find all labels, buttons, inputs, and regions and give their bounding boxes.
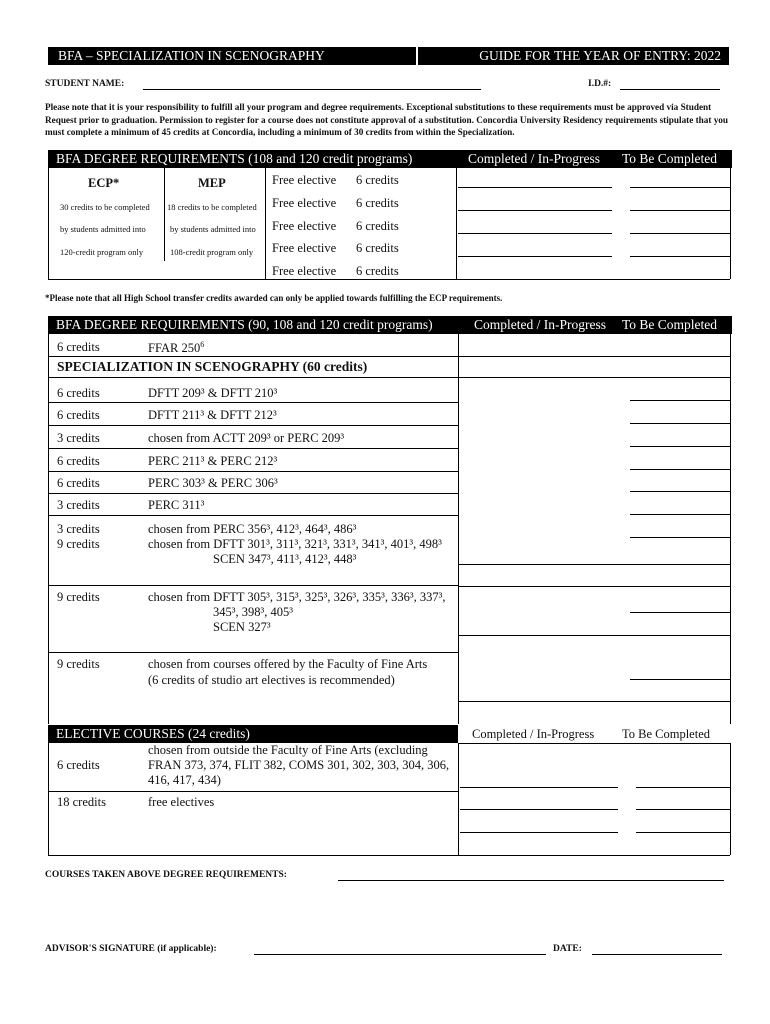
date-label: DATE: [553,944,582,954]
elective-credits: 18 credits [57,795,106,809]
completed-field[interactable] [458,586,730,587]
section1-col-completed: Completed / In-Progress [468,151,600,166]
section1-title: BFA DEGREE REQUIREMENTS (108 and 120 credit programs) [56,151,413,166]
elective-credits: 6 credits [356,196,399,210]
completed-field[interactable] [458,187,612,188]
course-credits: 9 credits [57,657,100,671]
date-field[interactable] [592,954,722,955]
tobe-field[interactable] [630,514,730,515]
elective-label: Free elective [272,241,337,255]
mep-line-3: 108-credit program only [170,247,254,257]
elective-course: chosen from outside the Faculty of Fine Arts (excluding [148,743,428,757]
completed-field[interactable] [458,233,612,234]
student-name-label: STUDENT NAME: [45,79,125,89]
course-name: chosen from ACTT 209³ or PERC 209³ [148,431,345,445]
elective-credits: 6 credits [356,241,399,255]
completed-field[interactable] [458,564,730,565]
header-divider [416,47,418,65]
completed-field[interactable] [458,635,730,636]
elective-course-cont: FRAN 373, 374, FLIT 382, COMS 301, 302, 303, 304, 306, [148,758,450,772]
course-credits: 6 credits [57,476,100,490]
tobe-field[interactable] [636,809,730,810]
tobe-field[interactable] [630,400,730,401]
tobe-field[interactable] [630,256,730,257]
course-name: chosen from DFTT 305³, 315³, 325³, 326³, 335³, 336³, 337³, [148,590,446,604]
elective-credits: 6 credits [356,264,399,278]
completed-field[interactable] [460,832,618,833]
tobe-field[interactable] [630,187,730,188]
course-name-cont: SCEN 327³ [213,620,271,634]
course-credits: 3 credits [57,522,100,536]
tobe-field[interactable] [630,356,730,357]
elective-label: Free elective [272,196,337,210]
course-name: chosen from DFTT 301³, 311³, 321³, 331³, 341³, 401³, 498³ [148,537,442,551]
tobe-field[interactable] [636,832,730,833]
elective-credits: 6 credits [356,173,399,187]
section1-header [48,150,732,168]
specialization-title: SPECIALIZATION IN SCENOGRAPHY (60 credits) [57,359,368,374]
course-name-cont: (6 credits of studio art electives is recommended) [148,673,395,687]
elective-label: Free elective [272,219,337,233]
ecp-header: ECP* [88,176,120,190]
student-name-field[interactable] [143,89,481,90]
course-credits: 3 credits [57,498,100,512]
tobe-field[interactable] [630,446,730,447]
completed-field[interactable] [460,809,618,810]
elective-course: free electives [148,795,215,809]
section2-header [48,316,732,334]
ecp-line-2: by students admitted into [60,224,146,234]
mep-header: MEP [198,176,226,190]
ecp-footnote: *Please note that all High School transfer credits awarded can only be applied towards fulfilling the ECP requirements. [45,293,503,303]
section3-title: ELECTIVE COURSES (24 credits) [56,726,250,741]
course-name: PERC 311³ [148,498,205,512]
course-credits: 3 credits [57,431,100,445]
mep-line-1: 18 credits to be completed [167,202,257,212]
elective-label: Free elective [272,264,337,278]
course-name: PERC 303³ & PERC 306³ [148,476,278,490]
section3-col-completed: Completed / In-Progress [472,727,595,741]
section3-header [48,725,458,743]
guide-year: GUIDE FOR THE YEAR OF ENTRY: 2022 [479,48,721,63]
ffar-sup: 6 [200,340,205,349]
completed-field[interactable] [458,701,730,702]
course-credits: 9 credits [57,590,100,604]
course-name-cont: 345³, 398³, 405³ [213,605,293,619]
section1-col-tobe: To Be Completed [622,151,718,166]
tobe-field[interactable] [630,210,730,211]
section2-title: BFA DEGREE REQUIREMENTS (90, 108 and 120 credit programs) [56,317,433,332]
intro-note: Please note that it is your responsibility to fulfill all your program and degree requirements. Exceptional substitutions to these requirements must be approved via Student Request prior to graduation. Permission to register for a course does not constitute approval of a substitution. Concordia University Residency requirements stipulate that you must complete a minimum of 45 credits at Concordia, including a minimum of 30 credits from within the Specialization. [45,102,729,137]
completed-field[interactable] [458,210,612,211]
tobe-field[interactable] [630,537,730,538]
ecp-line-3: 120-credit program only [60,247,144,257]
program-header-bar [48,47,729,65]
course-name: DFTT 209³ & DFTT 210³ [148,386,278,400]
course-credits: 6 credits [57,454,100,468]
ecp-line-1: 30 credits to be completed [60,202,150,212]
section3-col-tobe: To Be Completed [622,727,711,741]
advisor-signature-field[interactable] [254,954,546,955]
course-name: chosen from courses offered by the Faculty of Fine Arts [148,657,428,671]
tobe-field[interactable] [630,612,730,613]
completed-field[interactable] [460,787,618,788]
id-field[interactable] [620,89,720,90]
elective-course-cont: 416, 417, 434) [148,773,221,787]
tobe-field[interactable] [636,787,730,788]
tobe-field[interactable] [630,679,730,680]
course-name: DFTT 211³ & DFTT 212³ [148,408,277,422]
elective-label: Free elective [272,173,337,187]
id-label: I.D.#: [588,79,612,89]
completed-field[interactable] [458,256,612,257]
section2-col-completed: Completed / In-Progress [474,317,606,332]
advisor-signature-label: ADVISOR'S SIGNATURE (if applicable): [45,944,217,954]
tobe-field[interactable] [630,491,730,492]
section2-col-tobe: To Be Completed [622,317,718,332]
ffar-course: FFAR 250 [148,341,201,356]
course-credits: 6 credits [57,408,100,422]
tobe-field[interactable] [630,469,730,470]
courses-above-field[interactable] [338,880,724,881]
tobe-field[interactable] [630,423,730,424]
program-title: BFA – SPECIALIZATION IN SCENOGRAPHY [58,48,325,63]
course-name-cont: SCEN 347³, 411³, 412³, 448³ [213,552,357,566]
course-credits: 9 credits [57,537,100,551]
course-credits: 6 credits [57,386,100,400]
course-name: chosen from PERC 356³, 412³, 464³, 486³ [148,522,357,536]
courses-above-label: COURSES TAKEN ABOVE DEGREE REQUIREMENTS: [45,870,287,880]
ffar-credits: 6 credits [57,340,100,354]
mep-line-2: by students admitted into [170,224,256,234]
course-name: PERC 211³ & PERC 212³ [148,454,278,468]
elective-credits: 6 credits [356,219,399,233]
tobe-field[interactable] [630,233,730,234]
elective-credits: 6 credits [57,758,100,772]
